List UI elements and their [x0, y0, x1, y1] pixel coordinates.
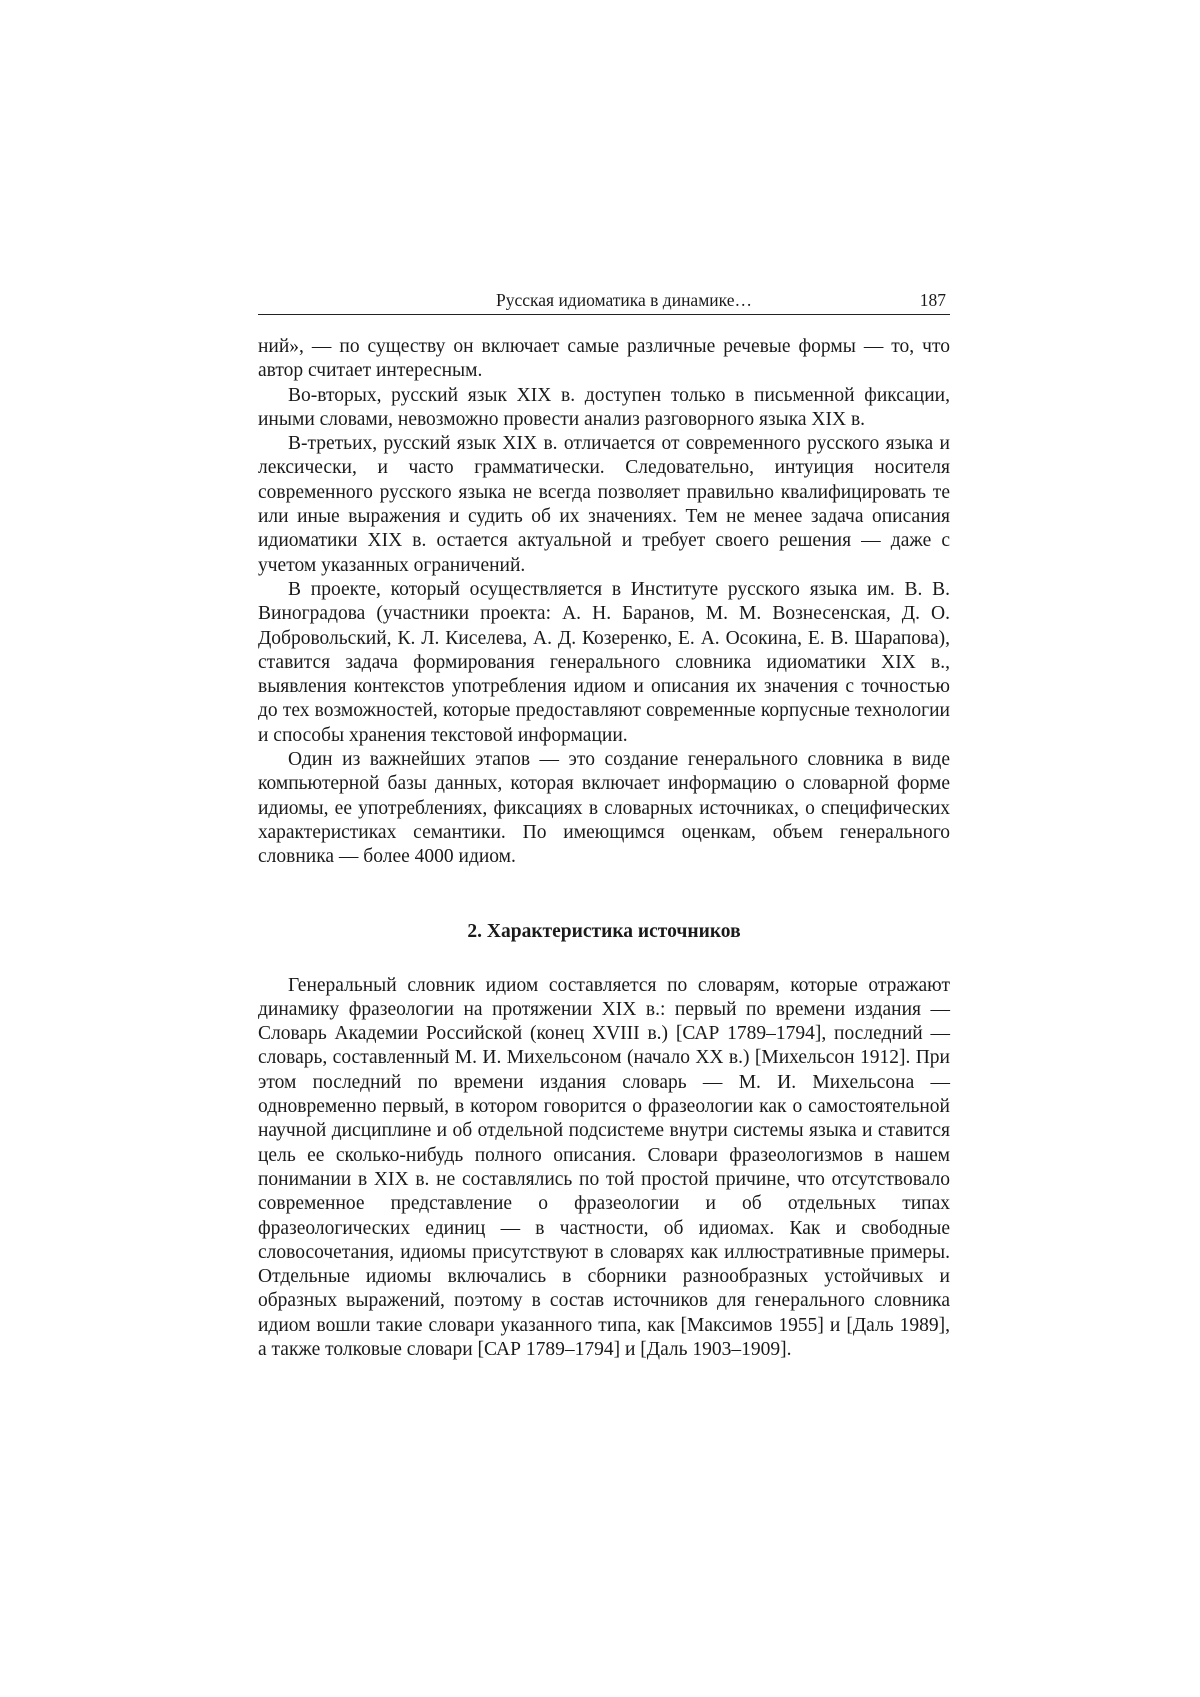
page-number: 187	[919, 290, 946, 310]
paragraph: В-третьих, русский язык XIX в. отличается от современного русского языка и лексически, и часто грамматически. Следовательно, интуиция носителя современного русского языка не всегда позволяет правильно квалифицировать те или иные выражения и судить об их значениях. Тем не менее задача описания идиоматики XIX в. остается актуальной и требует своего решения — даже с учетом указанных ограничений.	[258, 433, 950, 576]
section-1-text	[258, 335, 950, 870]
running-header	[258, 286, 950, 315]
paragraph: Один из важнейших этапов — это создание генерального словника в виде компьютерной базы данных, которая включает информацию о словарной форме идиомы, ее употреблениях, фиксациях в словарных источниках, о специфических характеристиках семантики. По имеющимся оценкам, объем генерального словника — более 4000 идиом.	[258, 749, 950, 868]
section-2-text	[258, 974, 950, 1363]
paragraph: В проекте, который осуществляется в Институте русского языка им. В. В. Виноградова (участники проекта: А. Н. Баранов, М. М. Вознесенская, Д. О. Добровольский, К. Л. Киселева, А. Д. Козеренко, Е. А. Осокина, Е. В. Шарапова), ставится задача формирования генерального словника идиоматики XIX в., выявления контекстов употребления идиом и описания их значения с точностью до тех возможностей, которые предоставляют современные корпусные технологии и способы хранения текстовой информации.	[258, 578, 950, 746]
running-title: Русская идиоматика в динамике…	[496, 290, 752, 310]
paragraph: Во-вторых, русский язык XIX в. доступен только в письменной фиксации, иными словами, невозможно провести анализ разговорного языка XIX в.	[258, 384, 950, 430]
section-heading: 2. Характеристика источников	[467, 920, 741, 942]
paragraph: ний», — по существу он включает самые различные речевые формы — то, что автор считает интересным.	[258, 336, 950, 382]
paragraph: Генеральный словник идиом составляется по словарям, которые отражают динамику фразеологии на протяжении XIX в.: первый по времени издания — Словарь Академии Российской (конец XVIII в.) [САР 1789–1794], последний — словарь, составленный М. И. Михельсоном (начало XX в.) [Михельсон 1912]. При этом последний по времени издания словарь — М. И. Михельсона — одновременно первый, в котором говорится о фразеологии как о самостоятельной научной дисциплине и об отдельной подсистеме внутри системы языка и ставится цель ее сколько-нибудь полного описания. Словари фразеологизмов в нашем понимании в XIX в. не составлялись по той простой причине, что отсутствовало современное представление о фразеологии и об отдельных типах фразеологических единиц — в частности, об идиомах. Как и свободные словосочетания, идиомы присутствуют в словарях как иллюстративные примеры. Отдельные идиомы включались в сборники разнообразных устойчивых и образных выражений, поэтому в состав источников для генерального словника идиом вошли такие словари указанного типа, как [Максимов 1955] и [Даль 1989], а также толковые словари [САР 1789–1794] и [Даль 1903–1909].	[258, 974, 950, 1360]
book-page	[258, 286, 950, 1362]
